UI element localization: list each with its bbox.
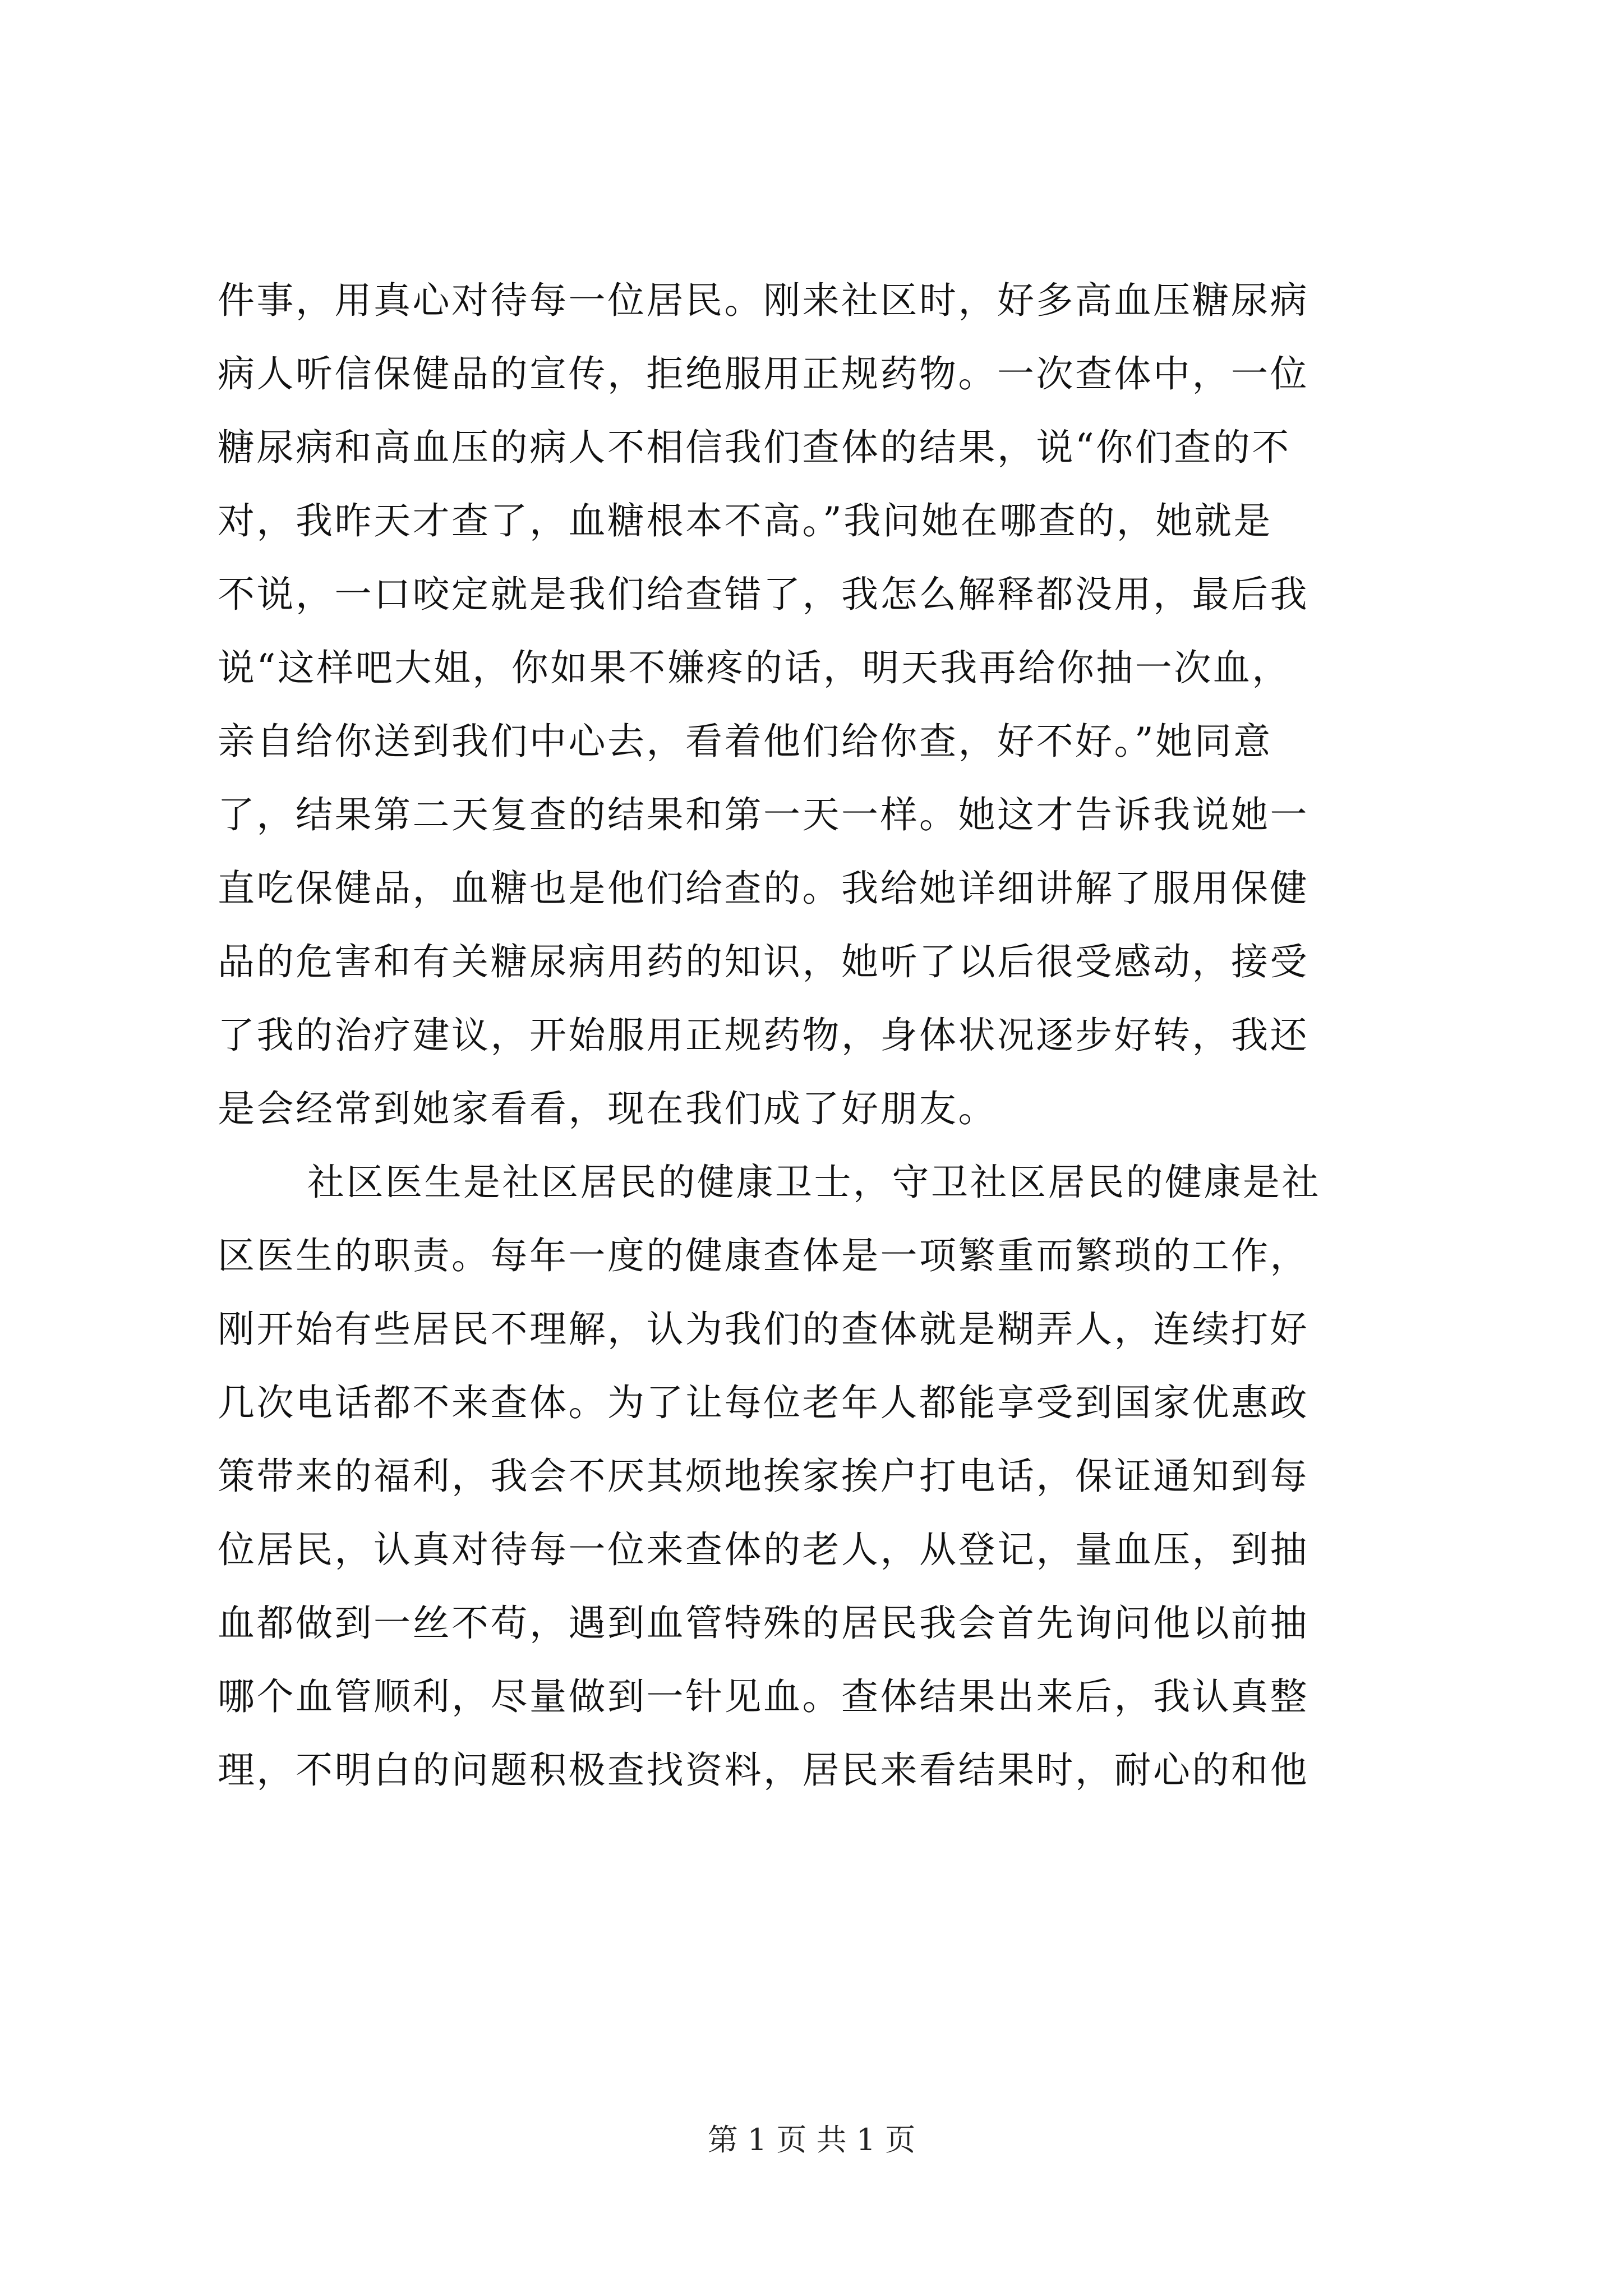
text-line: 说“这样吧大姐，你如果不嫌疼的话，明天我再给你抽一次血， (218, 646, 1291, 689)
text-line: 糖尿病和高血压的病人不相信我们查体的结果，说“你们查的不 (218, 426, 1291, 469)
text-line: 件事，用真心对待每一位居民。刚来社区时，好多高血压糖尿病 (218, 279, 1309, 322)
text-line: 区医生的职责。每年一度的健康查体是一项繁重而繁琐的工作， (218, 1234, 1309, 1277)
paragraph-start-line: 社区医生是社区居民的健康卫士，守卫社区居民的健康是社 (307, 1161, 1321, 1204)
text-line: 策带来的福利，我会不厌其烦地挨家挨户打电话，保证通知到每 (218, 1455, 1309, 1498)
page-footer: 第 1 页 共 1 页 (707, 2122, 916, 2157)
text-line: 刚开始有些居民不理解，认为我们的查体就是糊弄人，连续打好 (218, 1308, 1309, 1351)
text-line: 了我的治疗建议，开始服用正规药物，身体状况逐步好转，我还 (218, 1014, 1309, 1057)
text-line: 了，结果第二天复查的结果和第一天一样。她这才告诉我说她一 (218, 793, 1309, 836)
text-line: 是会经常到她家看看，现在我们成了好朋友。 (218, 1087, 997, 1130)
text-line: 病人听信保健品的宣传，拒绝服用正规药物。一次查体中，一位 (218, 352, 1309, 395)
text-line: 不说，一口咬定就是我们给查错了，我怎么解释都没用，最后我 (218, 573, 1309, 616)
text-line: 哪个血管顺利，尽量做到一针见血。查体结果出来后，我认真整 (218, 1675, 1309, 1718)
text-line: 理，不明白的问题积极查找资料，居民来看结果时，耐心的和他 (218, 1749, 1309, 1792)
text-line: 品的危害和有关糖尿病用药的知识，她听了以后很受感动，接受 (218, 940, 1309, 983)
text-line: 血都做到一丝不苟，遇到血管特殊的居民我会首先询问他以前抽 (218, 1602, 1309, 1645)
text-line: 位居民，认真对待每一位来查体的老人，从登记，量血压，到抽 (218, 1528, 1309, 1571)
document-body (218, 264, 1429, 1807)
text-line: 几次电话都不来查体。为了让每位老年人都能享受到国家优惠政 (218, 1381, 1309, 1424)
text-line: 直吃保健品，血糖也是他们给查的。我给她详细讲解了服用保健 (218, 867, 1309, 910)
text-line: 亲自给你送到我们中心去，看着他们给你查，好不好。”她同意 (218, 720, 1272, 763)
text-line: 对，我昨天才查了，血糖根本不高。”我问她在哪查的，她就是 (218, 499, 1272, 542)
